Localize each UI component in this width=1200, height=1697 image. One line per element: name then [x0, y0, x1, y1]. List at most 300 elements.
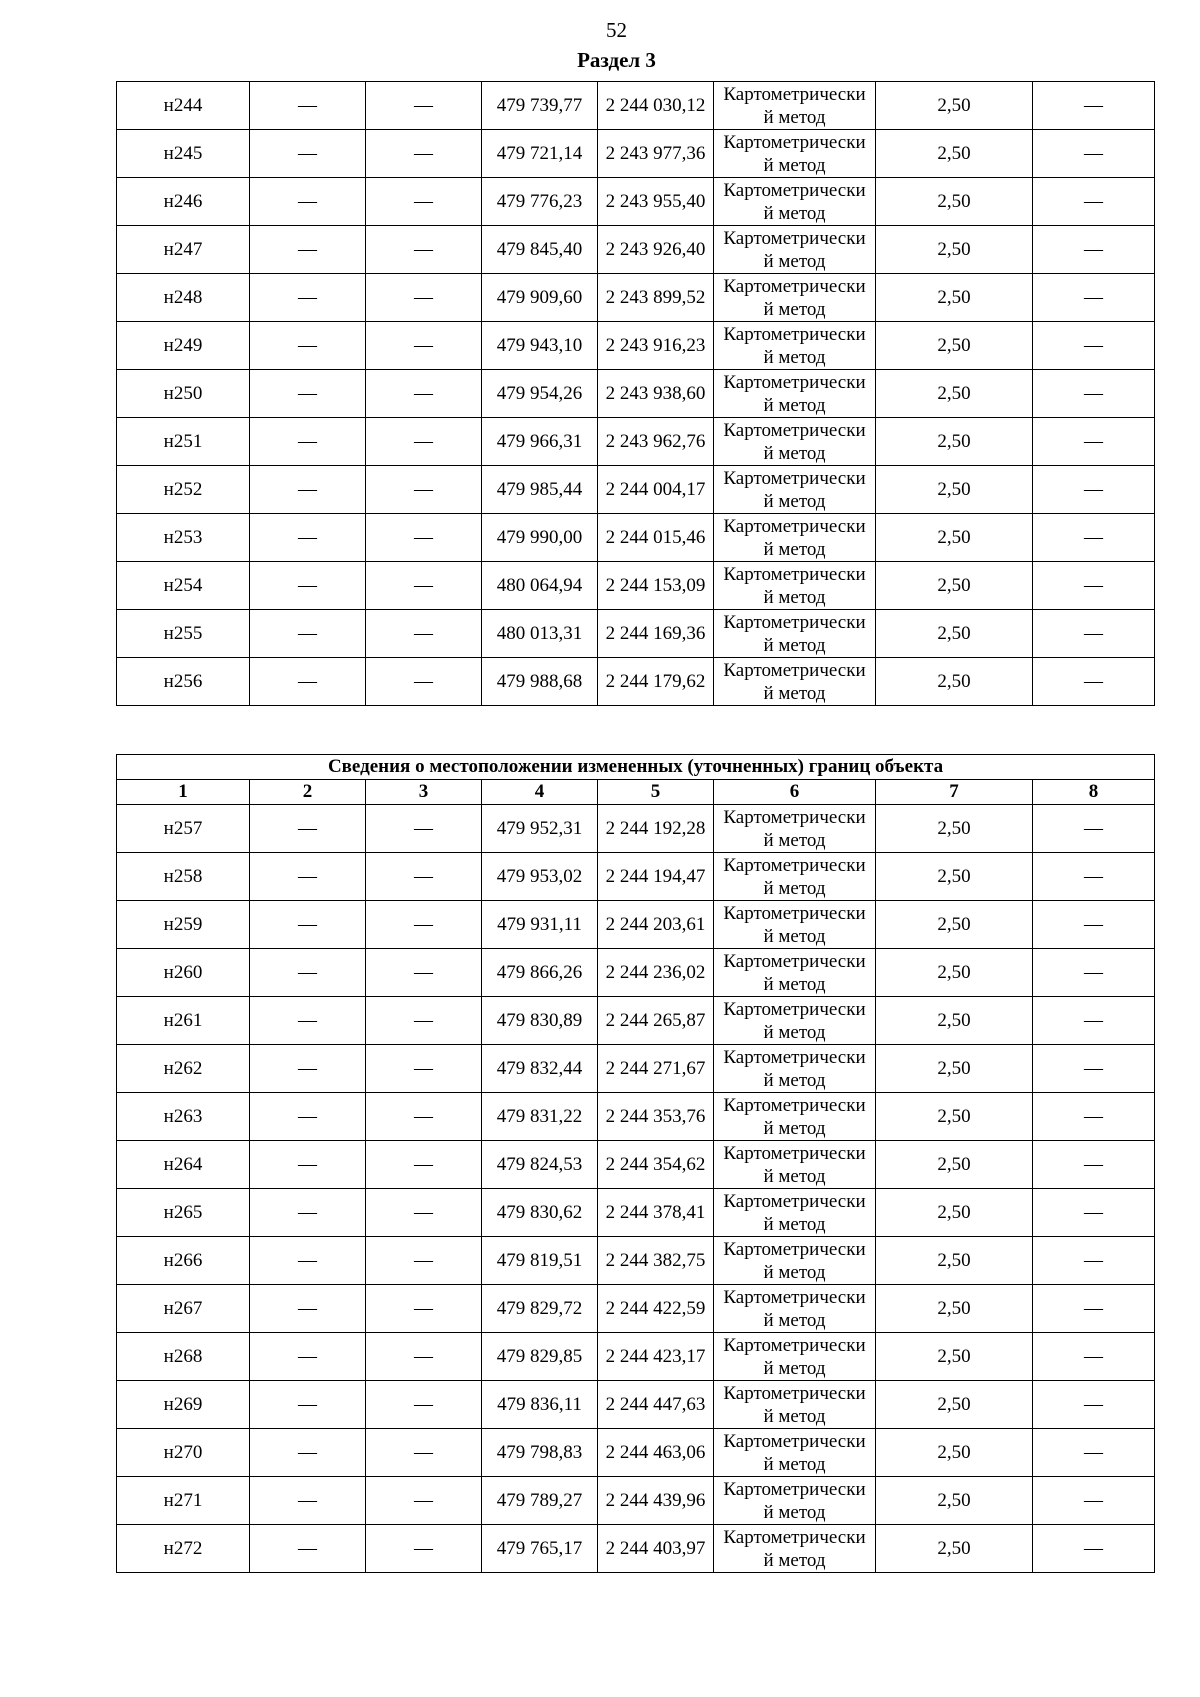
x-coordinate-cell: 479 829,85 — [482, 1333, 598, 1381]
method-line-2: й метод — [763, 1261, 826, 1283]
point-id-cell: н252 — [117, 466, 250, 514]
col8-cell: — — [1033, 658, 1155, 706]
y-coordinate-cell: 2 244 382,75 — [598, 1237, 714, 1285]
method-cell — [714, 610, 876, 658]
y-coordinate-cell: 2 244 015,46 — [598, 514, 714, 562]
method-line-2: й метод — [763, 1309, 826, 1331]
y-coordinate-cell: 2 243 955,40 — [598, 178, 714, 226]
method-line-1: Картометрически — [723, 998, 866, 1020]
x-coordinate-cell: 479 832,44 — [482, 1045, 598, 1093]
col2-cell: — — [250, 82, 366, 130]
col2-cell: — — [250, 1285, 366, 1333]
method-line-1: Картометрически — [723, 1334, 866, 1356]
accuracy-cell: 2,50 — [876, 610, 1033, 658]
col3-cell: — — [366, 1045, 482, 1093]
x-coordinate-cell: 479 990,00 — [482, 514, 598, 562]
y-coordinate-cell: 2 244 192,28 — [598, 805, 714, 853]
method-cell — [714, 658, 876, 706]
col8-cell: — — [1033, 1525, 1155, 1573]
accuracy-cell: 2,50 — [876, 562, 1033, 610]
table-row — [117, 418, 1155, 466]
point-id-cell: н262 — [117, 1045, 250, 1093]
x-coordinate-cell: 479 789,27 — [482, 1477, 598, 1525]
col2-cell: — — [250, 1045, 366, 1093]
accuracy-cell: 2,50 — [876, 1525, 1033, 1573]
column-header: 3 — [366, 780, 482, 805]
accuracy-cell: 2,50 — [876, 1429, 1033, 1477]
method-line-2: й метод — [763, 877, 826, 899]
x-coordinate-cell: 479 824,53 — [482, 1141, 598, 1189]
col8-cell: — — [1033, 1429, 1155, 1477]
col8-cell: — — [1033, 274, 1155, 322]
point-id-cell: н266 — [117, 1237, 250, 1285]
accuracy-cell: 2,50 — [876, 370, 1033, 418]
point-id-cell: н268 — [117, 1333, 250, 1381]
method-line-2: й метод — [763, 1357, 826, 1379]
method-cell — [714, 1429, 876, 1477]
accuracy-cell: 2,50 — [876, 949, 1033, 997]
point-id-cell: н263 — [117, 1093, 250, 1141]
point-id-cell: н271 — [117, 1477, 250, 1525]
y-coordinate-cell: 2 243 962,76 — [598, 418, 714, 466]
col2-cell: — — [250, 949, 366, 997]
point-id-cell: н258 — [117, 853, 250, 901]
accuracy-cell: 2,50 — [876, 901, 1033, 949]
col2-cell: — — [250, 1189, 366, 1237]
method-line-2: й метод — [763, 973, 826, 995]
point-id-cell: н261 — [117, 997, 250, 1045]
method-line-1: Картометрически — [723, 323, 866, 345]
y-coordinate-cell: 2 244 030,12 — [598, 82, 714, 130]
table-row — [117, 610, 1155, 658]
table-row — [117, 82, 1155, 130]
method-line-1: Картометрически — [723, 950, 866, 972]
point-id-cell: н249 — [117, 322, 250, 370]
y-coordinate-cell: 2 244 439,96 — [598, 1477, 714, 1525]
col2-cell: — — [250, 1333, 366, 1381]
accuracy-cell: 2,50 — [876, 514, 1033, 562]
method-line-1: Картометрически — [723, 1142, 866, 1164]
table-row — [117, 562, 1155, 610]
col3-cell: — — [366, 1429, 482, 1477]
accuracy-cell: 2,50 — [876, 1141, 1033, 1189]
x-coordinate-cell: 479 953,02 — [482, 853, 598, 901]
col3-cell: — — [366, 82, 482, 130]
method-cell — [714, 997, 876, 1045]
method-cell — [714, 274, 876, 322]
col8-cell: — — [1033, 1189, 1155, 1237]
method-line-1: Картометрически — [723, 1094, 866, 1116]
method-line-1: Картометрически — [723, 1430, 866, 1452]
col2-cell: — — [250, 1093, 366, 1141]
table-row — [117, 658, 1155, 706]
col2-cell: — — [250, 178, 366, 226]
method-cell — [714, 82, 876, 130]
accuracy-cell: 2,50 — [876, 853, 1033, 901]
point-id-cell: н267 — [117, 1285, 250, 1333]
method-line-1: Картометрически — [723, 83, 866, 105]
col3-cell: — — [366, 226, 482, 274]
method-cell — [714, 466, 876, 514]
x-coordinate-cell: 479 831,22 — [482, 1093, 598, 1141]
method-line-2: й метод — [763, 1165, 826, 1187]
x-coordinate-cell: 479 836,11 — [482, 1381, 598, 1429]
method-line-2: й метод — [763, 682, 826, 704]
point-id-cell: н254 — [117, 562, 250, 610]
y-coordinate-cell: 2 243 916,23 — [598, 322, 714, 370]
col3-cell: — — [366, 514, 482, 562]
col3-cell: — — [366, 418, 482, 466]
accuracy-cell: 2,50 — [876, 466, 1033, 514]
col2-cell: — — [250, 610, 366, 658]
col3-cell: — — [366, 1285, 482, 1333]
method-cell — [714, 322, 876, 370]
method-line-2: й метод — [763, 106, 826, 128]
method-line-1: Картометрически — [723, 467, 866, 489]
table-row — [117, 997, 1155, 1045]
method-cell — [714, 1477, 876, 1525]
method-line-2: й метод — [763, 250, 826, 272]
method-cell — [714, 1141, 876, 1189]
accuracy-cell: 2,50 — [876, 322, 1033, 370]
method-cell — [714, 178, 876, 226]
accuracy-cell: 2,50 — [876, 1333, 1033, 1381]
method-line-1: Картометрически — [723, 419, 866, 441]
method-line-1: Картометрически — [723, 275, 866, 297]
method-line-1: Картометрически — [723, 515, 866, 537]
y-coordinate-cell: 2 244 353,76 — [598, 1093, 714, 1141]
y-coordinate-cell: 2 244 203,61 — [598, 901, 714, 949]
col3-cell: — — [366, 853, 482, 901]
col8-cell: — — [1033, 418, 1155, 466]
col2-cell: — — [250, 1477, 366, 1525]
column-header: 1 — [117, 780, 250, 805]
method-line-1: Картометрически — [723, 227, 866, 249]
accuracy-cell: 2,50 — [876, 418, 1033, 466]
point-id-cell: н265 — [117, 1189, 250, 1237]
col3-cell: — — [366, 1381, 482, 1429]
method-cell — [714, 853, 876, 901]
method-line-1: Картометрически — [723, 371, 866, 393]
col8-cell: — — [1033, 130, 1155, 178]
col8-cell: — — [1033, 853, 1155, 901]
method-line-1: Картометрически — [723, 1382, 866, 1404]
table-row — [117, 1141, 1155, 1189]
col3-cell: — — [366, 274, 482, 322]
y-coordinate-cell: 2 243 977,36 — [598, 130, 714, 178]
col8-cell: — — [1033, 1141, 1155, 1189]
point-id-cell: н256 — [117, 658, 250, 706]
y-coordinate-cell: 2 243 899,52 — [598, 274, 714, 322]
coordinates-table-top — [116, 81, 1155, 706]
table-row — [117, 178, 1155, 226]
table-row — [117, 1429, 1155, 1477]
x-coordinate-cell: 479 952,31 — [482, 805, 598, 853]
col8-cell: — — [1033, 322, 1155, 370]
method-line-2: й метод — [763, 925, 826, 947]
x-coordinate-cell: 479 909,60 — [482, 274, 598, 322]
point-id-cell: н264 — [117, 1141, 250, 1189]
x-coordinate-cell: 480 064,94 — [482, 562, 598, 610]
y-coordinate-cell: 2 244 423,17 — [598, 1333, 714, 1381]
col8-cell: — — [1033, 82, 1155, 130]
x-coordinate-cell: 480 013,31 — [482, 610, 598, 658]
col3-cell: — — [366, 562, 482, 610]
method-line-2: й метод — [763, 1405, 826, 1427]
col3-cell: — — [366, 1333, 482, 1381]
method-line-2: й метод — [763, 1069, 826, 1091]
col3-cell: — — [366, 997, 482, 1045]
y-coordinate-cell: 2 244 004,17 — [598, 466, 714, 514]
method-cell — [714, 1381, 876, 1429]
table-row — [117, 1045, 1155, 1093]
x-coordinate-cell: 479 988,68 — [482, 658, 598, 706]
method-line-2: й метод — [763, 1549, 826, 1571]
method-cell — [714, 901, 876, 949]
x-coordinate-cell: 479 931,11 — [482, 901, 598, 949]
method-cell — [714, 1237, 876, 1285]
table-row — [117, 1477, 1155, 1525]
col8-cell: — — [1033, 805, 1155, 853]
column-header: 5 — [598, 780, 714, 805]
method-cell — [714, 226, 876, 274]
table-row — [117, 805, 1155, 853]
x-coordinate-cell: 479 765,17 — [482, 1525, 598, 1573]
col8-cell: — — [1033, 997, 1155, 1045]
coordinates-table-bottom — [116, 754, 1155, 1573]
col8-cell: — — [1033, 901, 1155, 949]
col3-cell: — — [366, 370, 482, 418]
x-coordinate-cell: 479 954,26 — [482, 370, 598, 418]
method-line-2: й метод — [763, 829, 826, 851]
x-coordinate-cell: 479 985,44 — [482, 466, 598, 514]
point-id-cell: н251 — [117, 418, 250, 466]
method-line-2: й метод — [763, 298, 826, 320]
column-header: 8 — [1033, 780, 1155, 805]
method-cell — [714, 418, 876, 466]
col8-cell: — — [1033, 1237, 1155, 1285]
accuracy-cell: 2,50 — [876, 1189, 1033, 1237]
point-id-cell: н246 — [117, 178, 250, 226]
method-line-2: й метод — [763, 202, 826, 224]
method-line-1: Картометрически — [723, 1190, 866, 1212]
method-cell — [714, 1525, 876, 1573]
section-title: Раздел 3 — [577, 48, 656, 72]
col2-cell: — — [250, 658, 366, 706]
col2-cell: — — [250, 418, 366, 466]
col2-cell: — — [250, 322, 366, 370]
table-row — [117, 1381, 1155, 1429]
method-line-2: й метод — [763, 1117, 826, 1139]
point-id-cell: н247 — [117, 226, 250, 274]
table-row — [117, 322, 1155, 370]
method-line-2: й метод — [763, 1021, 826, 1043]
point-id-cell: н248 — [117, 274, 250, 322]
col2-cell: — — [250, 562, 366, 610]
method-line-1: Картометрически — [723, 806, 866, 828]
col8-cell: — — [1033, 226, 1155, 274]
y-coordinate-cell: 2 244 153,09 — [598, 562, 714, 610]
method-cell — [714, 1045, 876, 1093]
point-id-cell: н257 — [117, 805, 250, 853]
method-line-2: й метод — [763, 394, 826, 416]
col2-cell: — — [250, 1381, 366, 1429]
accuracy-cell: 2,50 — [876, 274, 1033, 322]
col8-cell: — — [1033, 1333, 1155, 1381]
col2-cell: — — [250, 370, 366, 418]
method-line-2: й метод — [763, 442, 826, 464]
col2-cell: — — [250, 1429, 366, 1477]
accuracy-cell: 2,50 — [876, 82, 1033, 130]
method-line-1: Картометрически — [723, 1238, 866, 1260]
table-row — [117, 1093, 1155, 1141]
method-cell — [714, 805, 876, 853]
table-row — [117, 853, 1155, 901]
col2-cell: — — [250, 130, 366, 178]
accuracy-cell: 2,50 — [876, 997, 1033, 1045]
x-coordinate-cell: 479 966,31 — [482, 418, 598, 466]
method-cell — [714, 1333, 876, 1381]
col3-cell: — — [366, 658, 482, 706]
table-row — [117, 130, 1155, 178]
table-caption: Сведения о местоположении измененных (уточненных) границ объекта — [117, 755, 1155, 780]
col8-cell: — — [1033, 370, 1155, 418]
method-line-1: Картометрически — [723, 854, 866, 876]
point-id-cell: н269 — [117, 1381, 250, 1429]
method-cell — [714, 1285, 876, 1333]
col3-cell: — — [366, 1237, 482, 1285]
method-line-2: й метод — [763, 538, 826, 560]
y-coordinate-cell: 2 244 463,06 — [598, 1429, 714, 1477]
point-id-cell: н259 — [117, 901, 250, 949]
y-coordinate-cell: 2 244 447,63 — [598, 1381, 714, 1429]
accuracy-cell: 2,50 — [876, 226, 1033, 274]
x-coordinate-cell: 479 798,83 — [482, 1429, 598, 1477]
col2-cell: — — [250, 997, 366, 1045]
col8-cell: — — [1033, 1093, 1155, 1141]
col2-cell: — — [250, 901, 366, 949]
y-coordinate-cell: 2 244 194,47 — [598, 853, 714, 901]
x-coordinate-cell: 479 819,51 — [482, 1237, 598, 1285]
point-id-cell: н250 — [117, 370, 250, 418]
point-id-cell: н260 — [117, 949, 250, 997]
col2-cell: — — [250, 274, 366, 322]
table-row — [117, 466, 1155, 514]
accuracy-cell: 2,50 — [876, 1045, 1033, 1093]
col8-cell: — — [1033, 1381, 1155, 1429]
y-coordinate-cell: 2 244 354,62 — [598, 1141, 714, 1189]
col2-cell: — — [250, 853, 366, 901]
col8-cell: — — [1033, 514, 1155, 562]
x-coordinate-cell: 479 721,14 — [482, 130, 598, 178]
method-line-1: Картометрически — [723, 1286, 866, 1308]
accuracy-cell: 2,50 — [876, 130, 1033, 178]
method-cell — [714, 514, 876, 562]
table-row — [117, 1237, 1155, 1285]
col3-cell: — — [366, 178, 482, 226]
table-caption-row — [117, 755, 1155, 780]
x-coordinate-cell: 479 866,26 — [482, 949, 598, 997]
point-id-cell: н245 — [117, 130, 250, 178]
accuracy-cell: 2,50 — [876, 1093, 1033, 1141]
col3-cell: — — [366, 1477, 482, 1525]
x-coordinate-cell: 479 845,40 — [482, 226, 598, 274]
y-coordinate-cell: 2 244 271,67 — [598, 1045, 714, 1093]
col3-cell: — — [366, 1525, 482, 1573]
col2-cell: — — [250, 805, 366, 853]
y-coordinate-cell: 2 244 265,87 — [598, 997, 714, 1045]
table-row — [117, 1285, 1155, 1333]
col2-cell: — — [250, 514, 366, 562]
method-line-1: Картометрически — [723, 563, 866, 585]
y-coordinate-cell: 2 244 179,62 — [598, 658, 714, 706]
method-cell — [714, 949, 876, 997]
method-line-1: Картометрически — [723, 1478, 866, 1500]
method-cell — [714, 370, 876, 418]
method-line-1: Картометрически — [723, 659, 866, 681]
y-coordinate-cell: 2 244 422,59 — [598, 1285, 714, 1333]
method-cell — [714, 562, 876, 610]
col8-cell: — — [1033, 949, 1155, 997]
col3-cell: — — [366, 466, 482, 514]
method-line-1: Картометрически — [723, 1526, 866, 1548]
x-coordinate-cell: 479 943,10 — [482, 322, 598, 370]
method-line-1: Картометрически — [723, 131, 866, 153]
col8-cell: — — [1033, 1477, 1155, 1525]
table-row — [117, 274, 1155, 322]
y-coordinate-cell: 2 244 169,36 — [598, 610, 714, 658]
method-line-1: Картометрически — [723, 1046, 866, 1068]
accuracy-cell: 2,50 — [876, 658, 1033, 706]
y-coordinate-cell: 2 244 403,97 — [598, 1525, 714, 1573]
method-line-1: Картометрически — [723, 902, 866, 924]
x-coordinate-cell: 479 739,77 — [482, 82, 598, 130]
col3-cell: — — [366, 610, 482, 658]
method-cell — [714, 130, 876, 178]
table-row — [117, 949, 1155, 997]
col2-cell: — — [250, 1525, 366, 1573]
col2-cell: — — [250, 466, 366, 514]
method-line-1: Картометрически — [723, 611, 866, 633]
table-row — [117, 1189, 1155, 1237]
column-header: 7 — [876, 780, 1033, 805]
table-header-row — [117, 780, 1155, 805]
col3-cell: — — [366, 1141, 482, 1189]
y-coordinate-cell: 2 243 938,60 — [598, 370, 714, 418]
method-line-2: й метод — [763, 634, 826, 656]
method-cell — [714, 1189, 876, 1237]
col3-cell: — — [366, 130, 482, 178]
method-line-1: Картометрически — [723, 179, 866, 201]
method-line-2: й метод — [763, 586, 826, 608]
method-line-2: й метод — [763, 1453, 826, 1475]
col3-cell: — — [366, 322, 482, 370]
method-cell — [714, 1093, 876, 1141]
col8-cell: — — [1033, 466, 1155, 514]
col8-cell: — — [1033, 610, 1155, 658]
x-coordinate-cell: 479 776,23 — [482, 178, 598, 226]
column-header: 4 — [482, 780, 598, 805]
table-row — [117, 514, 1155, 562]
col2-cell: — — [250, 226, 366, 274]
method-line-2: й метод — [763, 1213, 826, 1235]
y-coordinate-cell: 2 243 926,40 — [598, 226, 714, 274]
y-coordinate-cell: 2 244 236,02 — [598, 949, 714, 997]
point-id-cell: н244 — [117, 82, 250, 130]
x-coordinate-cell: 479 829,72 — [482, 1285, 598, 1333]
table-row — [117, 1525, 1155, 1573]
col8-cell: — — [1033, 178, 1155, 226]
